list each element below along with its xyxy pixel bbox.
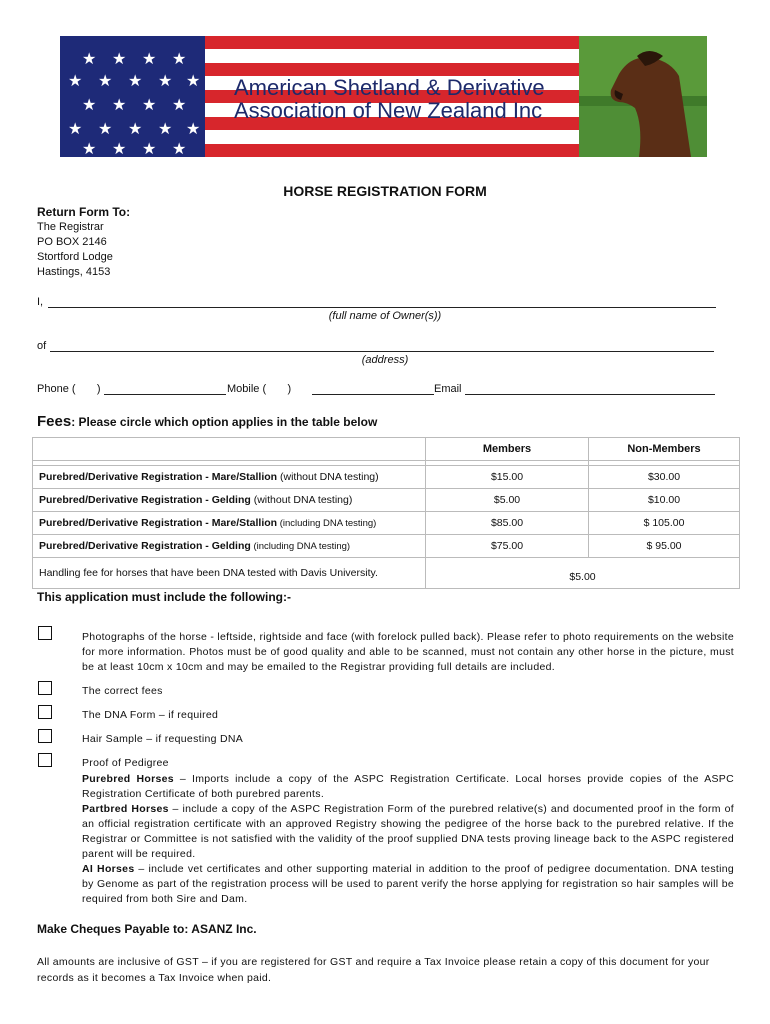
svg-text:★: ★ xyxy=(82,49,97,68)
svg-text:★: ★ xyxy=(82,139,97,157)
svg-text:★: ★ xyxy=(172,139,187,157)
fee-option-note: (including DNA testing) xyxy=(250,541,351,552)
return-heading: Return Form To: xyxy=(37,205,131,219)
header-members: Members xyxy=(426,438,589,461)
cheques-payable: Make Cheques Payable to: ASANZ Inc. xyxy=(37,922,257,936)
svg-text:★: ★ xyxy=(112,139,127,157)
svg-text:★: ★ xyxy=(172,49,187,68)
pedigree-label: Proof of Pedigree xyxy=(82,757,169,769)
photos-checkbox[interactable] xyxy=(38,626,52,640)
partbred-text: – include a copy of the ASPC Registration Form of the purebred relative(s) and documented proof in the form of an official registration certificate with an approved Registry showing the pedigree of the horse back to the purebred relative. If the Registrar or Committee is not satisfied with the validity of the proof supplied DNA tests proving lineage back to the ASPC registered parent will be required. xyxy=(82,803,734,860)
table-header-row xyxy=(33,438,740,461)
svg-text:★: ★ xyxy=(128,119,143,138)
address-line: The Registrar xyxy=(37,221,104,233)
purebred-text: – Imports include a copy of the ASPC Registration Certificate. Local horses provide copies of the ASPC Registration Certificate of both purebred parents. xyxy=(82,773,734,800)
fee-members[interactable]: $5.00 xyxy=(426,489,589,512)
svg-text:★: ★ xyxy=(68,71,83,90)
owner-prefix: I, xyxy=(37,296,44,308)
address-line: Stortford Lodge xyxy=(37,251,113,263)
email-field[interactable] xyxy=(465,394,715,395)
fee-option-label: Purebred/Derivative Registration - Gelding xyxy=(39,494,251,506)
email-label: Email xyxy=(434,383,462,395)
owner-caption: (full name of Owner(s)) xyxy=(328,310,442,322)
address-caption: (address) xyxy=(361,354,409,366)
ai-label: AI Horses xyxy=(82,863,135,875)
fee-non-members[interactable]: $ 95.00 xyxy=(589,535,740,558)
svg-text:★: ★ xyxy=(172,95,187,114)
header-non-members: Non-Members xyxy=(589,438,740,461)
flag-stars-canton xyxy=(60,36,205,157)
dna-form-checkbox[interactable] xyxy=(38,705,52,719)
form-title: HORSE REGISTRATION FORM xyxy=(283,183,487,199)
phone-label: Phone ( ) xyxy=(37,383,101,395)
fee-option-label: Purebred/Derivative Registration - Mare/Stallion xyxy=(39,471,278,483)
return-address xyxy=(37,220,113,280)
gst-note: All amounts are inclusive of GST – if you are registered for GST and require a Tax Invoice please retain a copy of this document for your records as it becomes a Tax Invoice when paid. xyxy=(37,956,710,984)
fee-option-label: Purebred/Derivative Registration - Mare/Stallion xyxy=(39,517,278,529)
mobile-label: Mobile ( ) xyxy=(227,383,292,395)
svg-text:★: ★ xyxy=(98,119,113,138)
svg-text:★: ★ xyxy=(158,71,173,90)
address-field[interactable] xyxy=(50,351,714,352)
hair-sample-checkbox[interactable] xyxy=(38,729,52,743)
address-line: PO BOX 2146 xyxy=(37,236,107,248)
fees-item: The correct fees xyxy=(82,685,163,697)
svg-text:★: ★ xyxy=(112,95,127,114)
svg-text:★: ★ xyxy=(142,49,157,68)
fee-option-note: (without DNA testing) xyxy=(250,494,353,506)
organization-logo-text xyxy=(234,76,545,122)
stars-icon xyxy=(60,36,205,157)
hair-sample-item: Hair Sample – if requesting DNA xyxy=(82,733,244,745)
svg-text:★: ★ xyxy=(186,71,201,90)
fee-members[interactable]: $75.00 xyxy=(426,535,589,558)
mobile-field[interactable] xyxy=(312,394,434,395)
ai-text: – include vet certificates and other supporting material in addition to the proof of pedigree documentation. DNA testing by Genome as part of the registration process will be used to parent verify the horse applying for registration so hair samples will be required from both Sire and Dam. xyxy=(82,863,734,905)
fee-non-members[interactable]: $30.00 xyxy=(589,466,740,489)
fee-option-label: Purebred/Derivative Registration - Gelding xyxy=(39,540,251,552)
fees-heading-rest: : Please circle which option applies in the table below xyxy=(71,415,378,429)
svg-text:★: ★ xyxy=(128,71,143,90)
purebred-label: Purebred Horses xyxy=(82,773,174,785)
horse-photo-icon xyxy=(579,36,707,157)
header-banner xyxy=(60,36,707,157)
org-name-line1: American Shetland & Derivative xyxy=(234,75,545,100)
svg-text:★: ★ xyxy=(98,71,113,90)
org-name-line2: Association of New Zealand Inc xyxy=(234,98,543,123)
fee-members[interactable]: $15.00 xyxy=(426,466,589,489)
fees-heading-big: Fees xyxy=(37,413,72,430)
svg-text:★: ★ xyxy=(186,119,201,138)
table-row[interactable] xyxy=(33,489,740,512)
table-row[interactable] xyxy=(33,466,740,489)
svg-text:★: ★ xyxy=(142,95,157,114)
svg-text:★: ★ xyxy=(112,49,127,68)
address-prefix: of xyxy=(37,340,47,352)
ai-note xyxy=(82,862,734,907)
fees-table xyxy=(32,437,740,589)
purebred-note xyxy=(82,772,734,802)
handling-fee-label: Handling fee for horses that have been DNA tested with Davis University. xyxy=(33,558,426,589)
fees-checkbox[interactable] xyxy=(38,681,52,695)
table-row[interactable] xyxy=(33,535,740,558)
include-heading: This application must include the following:- xyxy=(37,590,291,604)
phone-field[interactable] xyxy=(104,394,226,395)
owner-name-field[interactable] xyxy=(48,307,716,308)
address-line: Hastings, 4153 xyxy=(37,266,111,278)
svg-text:★: ★ xyxy=(82,95,97,114)
fee-members[interactable]: $85.00 xyxy=(426,512,589,535)
partbred-label: Partbred Horses xyxy=(82,803,169,815)
header-blank xyxy=(33,438,426,461)
svg-text:★: ★ xyxy=(68,119,83,138)
fee-non-members[interactable]: $ 105.00 xyxy=(589,512,740,535)
fee-option-note: (without DNA testing) xyxy=(277,471,379,483)
pedigree-item xyxy=(82,756,734,907)
fee-non-members[interactable]: $10.00 xyxy=(589,489,740,512)
table-row[interactable] xyxy=(33,512,740,535)
partbred-note xyxy=(82,802,734,862)
handling-fee-value[interactable]: $5.00 xyxy=(426,558,740,589)
svg-text:★: ★ xyxy=(142,139,157,157)
fees-heading xyxy=(37,413,377,431)
fee-option-note: (including DNA testing) xyxy=(277,518,377,529)
pedigree-checkbox[interactable] xyxy=(38,753,52,767)
dna-form-item: The DNA Form – if required xyxy=(82,709,219,721)
table-row[interactable] xyxy=(33,558,740,589)
photos-item: Photographs of the horse - leftside, rightside and face (with forelock pulled back). Please refer to photo requirements on the website for more information. Photos must be of good quality and able to be scanned, must not contain any other horse in the picture, must be at least 10cm x 10cm and may be emailed to the Registrar providing full details are included. xyxy=(82,631,734,673)
svg-text:★: ★ xyxy=(158,119,173,138)
